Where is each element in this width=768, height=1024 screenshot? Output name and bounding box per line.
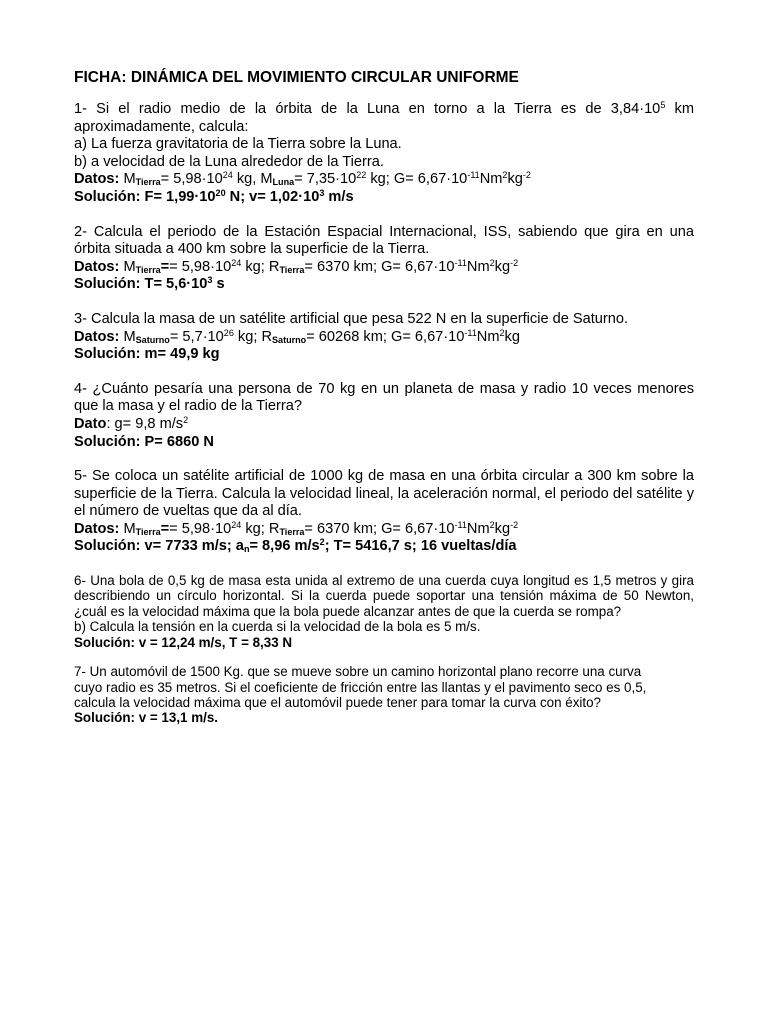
exercise-5-solution: Solución: v= 7733 m/s; $a_n= 8,96$ $m/s^2$; T= 5416,7 s; 16 vueltas/día xyxy=(74,537,517,555)
exercise-5-statement: 5- Se coloca un satélite artificial de 1000 kg de masa en una órbita circular a 300 km sobre la superficie de la Tierra. Calcula la velocidad lineal, la aceleración normal, el periodo del satélite y el número de vueltas que da al día. xyxy=(74,468,694,520)
exercise-1-data: Datos: $M_{Tierra}= 5,98\cdot 10^{24}$ kg, $M_{Luna}= 7,35\cdot 10^{22}$ kg; $G= 6,67\cdot 10^{-11}Nm^2kg^{-2}$ xyxy=(74,170,531,188)
exercise-6-solution: Solución: v = 12,24 m/s, T = 8,33 N xyxy=(74,634,293,650)
exercise-5 xyxy=(74,468,694,556)
exercise-6-part-b: b) Calcula la tensión en la cuerda si la velocidad de la bola es 5 m/s. xyxy=(74,619,481,635)
exercise-3 xyxy=(74,311,694,364)
exercise-2-statement: 2- Calcula el periodo de la Estación Espacial Internacional, ISS, sabiendo que gira en una órbita situada a 400 km sobre la superficie de la Tierra. xyxy=(74,223,694,258)
exercise-2-solution: Solución: $T= 5,6\cdot 10^3$ s xyxy=(74,275,225,293)
exercise-1-part-b: b) a velocidad de la Luna alrededor de la Tierra. xyxy=(74,153,384,170)
exercise-1-part-a: a) La fuerza gravitatoria de la Tierra sobre la Luna. xyxy=(74,136,402,153)
exercise-4 xyxy=(74,381,694,451)
exercise-3-data: Datos: $M_{Saturno}= 5,7\cdot 10^{26}$ kg; $R_{Saturno}= 60268$ km; $G= 6,67\cdot 10^{-11}Nm^2kg$ xyxy=(74,327,520,345)
exercise-7-line-1: 7- Un automóvil de 1500 Kg. que se mueve sobre un camino horizontal plano recorre una curva xyxy=(74,664,642,680)
exercise-6 xyxy=(74,573,694,650)
exercise-3-solution: Solución: m= 49,9 kg xyxy=(74,346,220,363)
exercise-4-data: Dato: g= 9,8 $m/s^2$ xyxy=(74,414,189,432)
exercise-2 xyxy=(74,224,694,294)
exercise-7-line-2: cuyo radio es 35 metros. Si el coeficiente de fricción entre las llantas y el pavimento seco es 0,5, xyxy=(74,679,647,695)
exercise-3-statement: 3- Calcula la masa de un satélite artificial que pesa 522 N en la superficie de Saturno. xyxy=(74,310,629,327)
exercise-4-statement: 4- ¿Cuánto pesaría una persona de 70 kg en un planeta de masa y radio 10 veces menores que la masa y el radio de la Tierra? xyxy=(74,380,694,415)
exercise-4-solution: Solución: P= 6860 N xyxy=(74,433,214,450)
exercise-7 xyxy=(74,664,694,726)
exercise-2-data: Datos: $M_{Tierra}== 5,98\cdot 10^{24}$ kg; $R_{Tierra}= 6370$ km; $G= 6,67\cdot 10^{-11}Nm^2kg^{-2}$ xyxy=(74,257,519,275)
exercise-7-line-3: calcula la velocidad máxima que el automóvil puede tener para tomar la curva con éxito? xyxy=(74,694,601,710)
exercise-5-data: Datos: $M_{Tierra}== 5,98\cdot 10^{24}$ kg; $R_{Tierra}= 6370$ km; $G= 6,67\cdot 10^{-11}Nm^2kg^{-2}$ xyxy=(74,519,519,537)
exercise-1 xyxy=(74,101,694,207)
page-title: FICHA: DINÁMICA DEL MOVIMIENTO CIRCULAR UNIFORME xyxy=(74,69,519,86)
exercise-1-statement: 1- Si el radio medio de la órbita de la Luna en torno a la Tierra es de $3,84\cdot 10^5$ km aproximadamente, calcula: xyxy=(74,100,694,135)
exercise-7-solution: Solución: v = 13,1 m/s. xyxy=(74,710,219,726)
exercise-1-solution: Solución: $F= 1,99\cdot 10^{20}$ N; $v= 1,02\cdot 10^3$ m/s xyxy=(74,188,354,205)
exercise-6-statement: 6- Una bola de 0,5 kg de masa esta unida al extremo de una cuerda cuya longitud es 1,5 metros y gira describiendo un círculo horizontal. Si la cuerda puede soportar una tensión máxima de 50 Newton, ¿cuál es la velocidad máxima que la bola puede alcanzar antes de que la cuerda se rompa? xyxy=(74,573,694,619)
worksheet-content xyxy=(74,68,694,743)
